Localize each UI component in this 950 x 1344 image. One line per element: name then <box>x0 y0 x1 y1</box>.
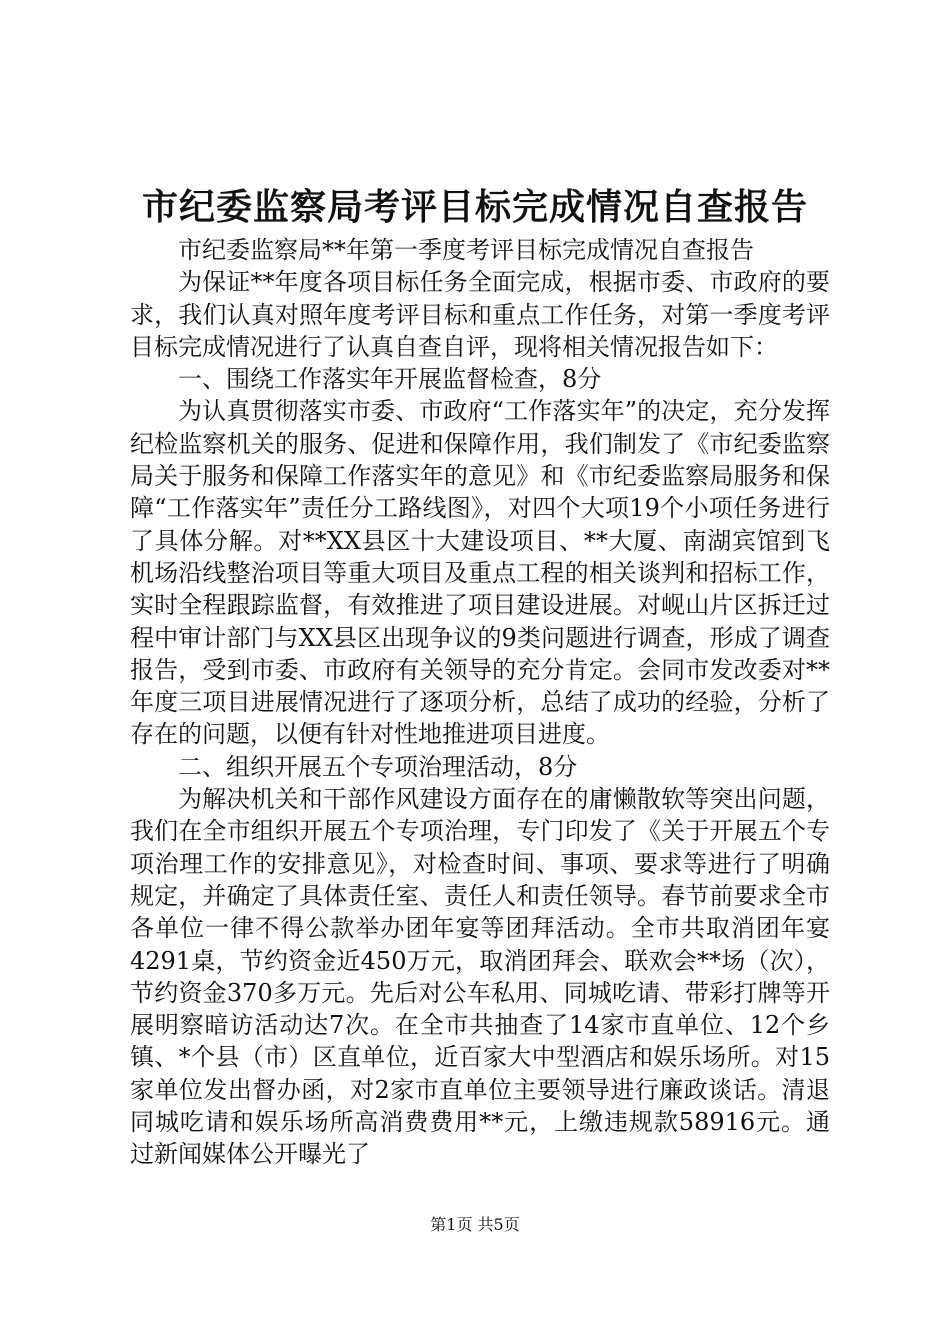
paragraph-section-1: 为认真贯彻落实市委、市政府“工作落实年”的决定，充分发挥纪检监察机关的服务、促进和保障作用，我们制发了《市纪委监察局关于服务和保障工作落实年的意见》和《市纪委监察局服务和保障“工作落实年”责任分工路线图》，对四个大项19个小项任务进行了具体分解。对**XX县区十大建设项目、**大厦、南湖宾馆到飞机场沿线整治项目等重大项目及重点工程的相关谈判和招标工作，实时全程跟踪监督，有效推进了项目建设进展。对岘山片区拆迁过程中审计部门与XX县区出现争议的9类问题进行调查，形成了调查报告，受到市委、市政府有关领导的充分肯定。会同市发改委对**年度三项目进展情况进行了逐项分析，总结了成功的经验，分析了存在的问题，以便有针对性地推进项目进度。 <box>130 397 830 749</box>
paragraph-section-2: 为解决机关和干部作风建设方面存在的庸懒散软等突出问题，我们在全市组织开展五个专项治理，专门印发了《关于开展五个专项治理工作的安排意见》，对检查时间、事项、要求等进行了明确规定，并确定了具体责任室、责任人和责任领导。春节前要求全市各单位一律不得公款举办团年宴等团拜活动。全市共取消团年宴4291桌，节约资金近450万元，取消团拜会、联欢会**场（次），节约资金370多万元。先后对公车私用、同城吃请、带彩打牌等开展明察暗访活动达7次。在全市共抽查了14家市直单位、12个乡镇、*个县（市）区直单位，近百家大中型酒店和娱乐场所。对15家单位发出督办函，对2家市直单位主要领导进行廉政谈话。清退同城吃请和娱乐场所高消费费用**元，上缴违规款58916元。通过新闻媒体公开曝光了 <box>130 785 830 1169</box>
paragraph-subtitle: 市纪委监察局**年第一季度考评目标完成情况自查报告 <box>178 236 754 264</box>
section-heading-1: 一、围绕工作落实年开展监督检查，8分 <box>178 365 602 394</box>
page-number-footer: 第1页 共5页 <box>430 1215 520 1234</box>
section-heading-2: 二、组织开展五个专项治理活动，8分 <box>178 752 578 781</box>
document-title: 市纪委监察局考评目标完成情况自查报告 <box>141 186 808 228</box>
document-body <box>130 234 830 1171</box>
paragraph-intro: 为保证**年度各项目标任务全面完成，根据市委、市政府的要求，我们认真对照年度考评目标和重点工作任务，对第一季度考评目标完成情况进行了认真自查自评，现将相关情况报告如下： <box>130 268 830 361</box>
